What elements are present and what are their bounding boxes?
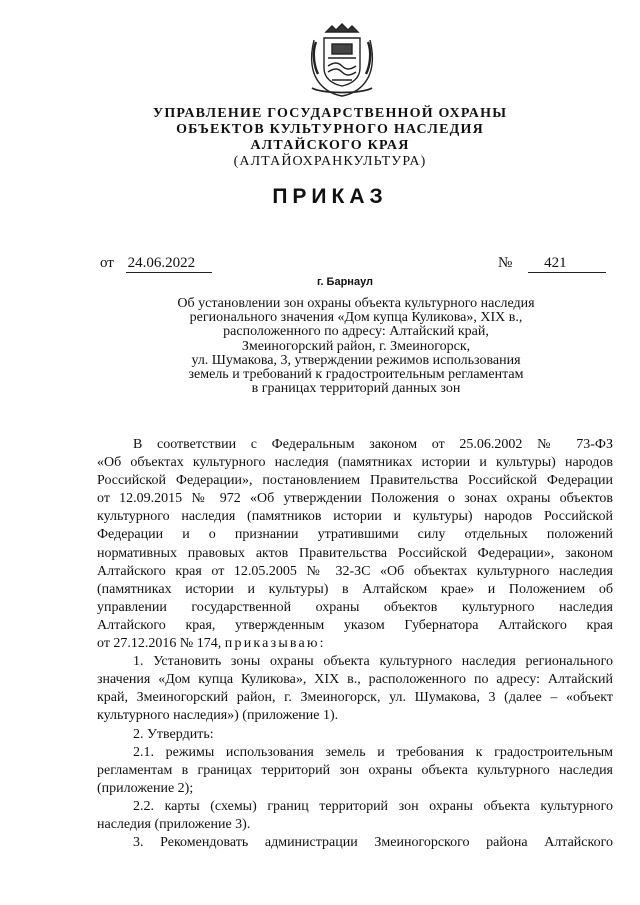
body-line: «Об объектах культурного наследия (памятниках истории и культуры) народов <box>97 455 613 471</box>
body-line: значения «Дом купца Куликова», XIX в., расположенного по адресу: Алтайский <box>97 672 613 688</box>
body-line: 2.1. режимы использования земель и требования к градостроительным <box>133 744 613 760</box>
body-line: 1. Установить зоны охраны объекта культурного наследия регионального <box>133 654 613 670</box>
document-type-title: ПРИКАЗ <box>272 185 388 208</box>
body-line: 3. Рекомендовать администрации Змеиногорского района Алтайского <box>133 835 613 851</box>
order-body <box>97 436 613 852</box>
body-line: 2.2. карты (схемы) границ территорий зон охраны объекта культурного <box>133 798 613 814</box>
city: г. Барнаул <box>316 276 374 288</box>
subject-line: регионального значения «Дом купца Куликова», XIX в., <box>189 310 523 326</box>
date-line <box>100 255 212 273</box>
body-line: культурного наследия (памятников истории и культуры) народов Российской <box>97 509 613 525</box>
body-line: Алтайского края, утвержденным указом Губернатора Алтайского края <box>97 617 613 633</box>
body-line: регламентам в границах территорий зон охраны объекта культурного наследия <box>97 762 613 778</box>
body-line: культурного наследия») (приложение 1). <box>97 708 339 724</box>
body-line: нормативных правовых актов Правительства Российской Федерации», законом <box>97 545 613 561</box>
order-number: 421 <box>528 255 606 273</box>
org-name-line-3: АЛТАЙСКОГО КРАЯ <box>250 138 410 153</box>
body-line: от 12.09.2015 № 972 «Об утверждении Положения о зонах охраны объектов <box>97 491 613 507</box>
coat-of-arms-icon <box>306 22 378 98</box>
body-line: Федерации и о признании утратившими силу отдельных положений <box>97 527 613 543</box>
subject-line: земель и требований к градостроительным регламентам <box>188 367 524 383</box>
body-line: 2. Утвердить: <box>133 726 214 742</box>
org-name-line-1: УПРАВЛЕНИЕ ГОСУДАРСТВЕННОЙ ОХРАНЫ <box>152 106 508 121</box>
org-short-name: (АЛТАЙОХРАНКУЛЬТУРА) <box>233 154 427 169</box>
body-line: (приложение 2); <box>97 780 194 796</box>
order-verb: приказываю: <box>224 636 326 652</box>
date-label: от <box>100 255 114 271</box>
order-basis-date: от 27.12.2016 № 174, <box>97 636 222 652</box>
body-line: В соответствии с Федеральным законом от 25.06.2002 № 73-ФЗ <box>133 437 613 452</box>
body-line: край, Змеиногорский район, г. Змеиногорск, ул. Шумакова, 3 (далее – «объект <box>97 690 613 706</box>
body-line: Российской Федерации», постановлением Правительства Российской Федерации <box>97 473 613 489</box>
body-line <box>97 635 613 653</box>
body-line: управлении государственной охраны объектов культурного наследия <box>97 599 613 615</box>
order-subject <box>150 297 562 396</box>
order-date: 24.06.2022 <box>126 255 212 273</box>
subject-line: Об установлении зон охраны объекта культурного наследия <box>177 296 535 311</box>
body-line: Алтайского края от 12.05.2005 № 32-ЗС «Об объектах культурного наследия <box>97 563 613 579</box>
body-line: наследия (приложение 3). <box>97 816 251 832</box>
number-label: № <box>498 255 513 271</box>
number-line <box>498 255 606 273</box>
subject-line: расположенного по адресу: Алтайский край, <box>223 324 489 340</box>
body-line: (памятниках истории и культуры) в Алтайском крае» и Положением об <box>97 581 613 597</box>
subject-line: ул. Шумакова, 3, утверждении режимов использования <box>191 352 521 368</box>
subject-line: в границах территорий данных зон <box>251 381 461 397</box>
org-name-line-2: ОБЪЕКТОВ КУЛЬТУРНОГО НАСЛЕДИЯ <box>176 122 484 137</box>
subject-line: Змеиногорский район, г. Змеиногорск, <box>241 338 471 354</box>
